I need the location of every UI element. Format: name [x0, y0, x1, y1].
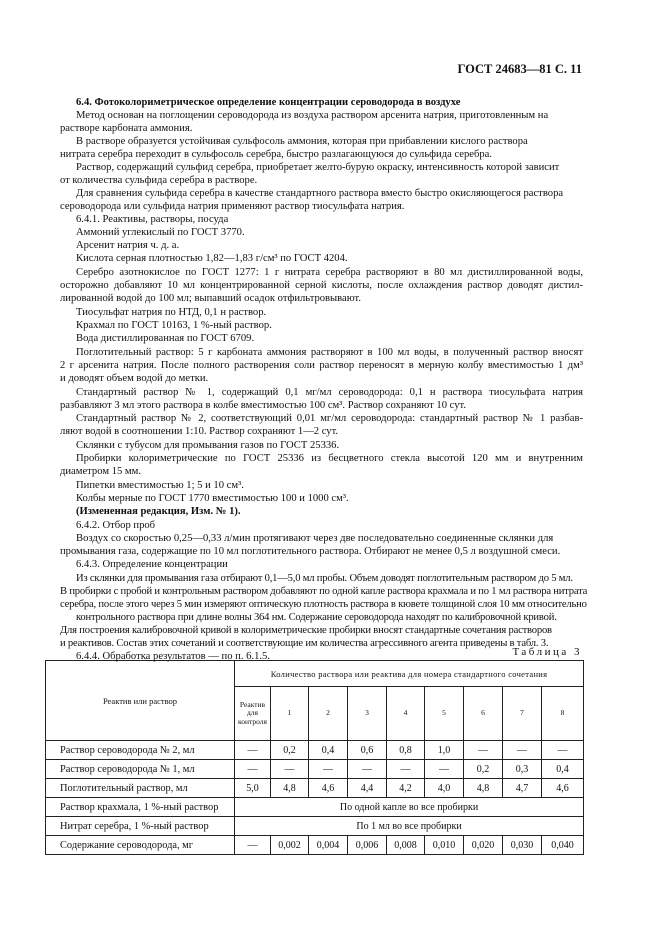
value-cell: —	[425, 760, 464, 779]
head-number: 5	[425, 687, 464, 741]
text-line: серебра, после этого через 5 мин измеряют оптическую плотность раствора в кювете толщиной слоя 10 мм относительно	[60, 599, 587, 610]
value-cell: 0,020	[464, 836, 503, 855]
text-line: Для сравнения сульфида серебра в качестве стандартного раствора вместо быстро окисляющегося раствора	[76, 188, 564, 199]
row-label: Раствор сероводорода № 1, мл	[46, 760, 235, 779]
text-line: Тиосульфат натрия по НТД, 0,1 н раствор.	[76, 307, 267, 318]
head-number: 2	[309, 687, 348, 741]
text-line: 6.4. Фотоколориметрическое определение концентрации сероводорода в воздухе	[76, 97, 461, 108]
value-cell: 0,2	[271, 741, 309, 760]
value-cell: 4,6	[542, 779, 584, 798]
table-caption: Таблица 3	[512, 646, 582, 658]
table-row	[46, 760, 584, 779]
value-cell: 0,008	[387, 836, 425, 855]
text-line: лированной водой до 100 мл; выпавший осадок отфильтровывают.	[60, 293, 361, 304]
head-number: 8	[542, 687, 584, 741]
text-line: 6.4.3. Определение концентрации	[76, 559, 228, 570]
value-cell: 0,002	[271, 836, 309, 855]
text-line: Кислота серная плотностью 1,82—1,83 г/см³ по ГОСТ 4204.	[76, 253, 348, 264]
value-cell: 4,2	[387, 779, 425, 798]
text-line: контрольного раствора при длине волны 364 нм. Содержание сероводорода находят по калибровочной кривой.	[76, 612, 557, 623]
text-line: Стандартный раствор № 1, содержащий 0,1 мг/мл сероводорода: 0,1 н раствора тиосульфата натрия	[76, 387, 583, 398]
text-line: Для построения калибровочной кривой в колориметрические пробирки вносят стандартные сочетания растворов	[60, 625, 552, 636]
row-label: Раствор крахмала, 1 %-ный раствор	[46, 798, 235, 817]
text-line: промывания газа, содержащие по 10 мл поглотительного раствора. Отбирают не менее 0,5 л воздушной смеси.	[60, 546, 561, 557]
text-line: нитрата серебра переходит в сульфосоль серебра, быстро разлагающуюся до сульфида серебра.	[60, 149, 493, 160]
text-line: Серебро азотнокислое по ГОСТ 1277: 1 г нитрата серебра растворяют в 80 мл дистиллированной воды,	[76, 267, 583, 278]
text-line: Метод основан на поглощении сероводорода из воздуха раствором арсенита натрия, приготовленным на	[76, 110, 549, 121]
text-line: сероводорода или сульфида натрия применяют раствор тиосульфата натрия.	[60, 201, 405, 212]
value-cell: 1,0	[425, 741, 464, 760]
text-line: от количества сульфида серебра в растворе.	[60, 175, 258, 186]
table-row	[46, 779, 584, 798]
table-row	[46, 741, 584, 760]
text-line: В растворе образуется устойчивая сульфосоль аммония, которая при прибавлении кислого раствора	[76, 136, 528, 147]
value-cell: 4,4	[348, 779, 387, 798]
value-cell: 0,010	[425, 836, 464, 855]
value-cell: —	[309, 760, 348, 779]
value-cell: 4,8	[271, 779, 309, 798]
text-line: Пробирки колориметрические по ГОСТ 25336 из бесцветного стекла высотой 120 мм и внутренним	[76, 453, 583, 464]
value-cell: —	[348, 760, 387, 779]
value-cell: 0,3	[503, 760, 542, 779]
text-line: 6.4.1. Реактивы, растворы, посуда	[76, 214, 229, 225]
text-line: Вода дистиллированная по ГОСТ 6709.	[76, 333, 255, 344]
value-cell: 0,2	[464, 760, 503, 779]
text-line: Стандартный раствор № 2, соответствующий 0,01 мг/мл сероводорода: стандартный раствор № 1 разбав-	[76, 413, 583, 424]
text-line: Колбы мерные по ГОСТ 1770 вместимостью 100 и 1000 см³.	[76, 493, 349, 504]
text-line: Крахмал по ГОСТ 10163, 1 %-ный раствор.	[76, 320, 272, 331]
text-line: Воздух со скоростью 0,25—0,33 л/мин протягивают через две последовательно соединенные склянки для	[76, 533, 554, 544]
value-cell: 4,0	[425, 779, 464, 798]
table-row	[46, 817, 584, 836]
head-quantity: Количество раствора или реактива для номера стандартного сочетания	[235, 661, 584, 687]
value-cell: 4,6	[309, 779, 348, 798]
table-row	[46, 798, 584, 817]
text-line: Поглотительный раствор: 5 г карбоната аммония растворяют в 100 мл воды, в полученный раствор вносят	[76, 347, 583, 358]
text-line: 6.4.4. Обработка результатов — по п. 6.1.5.	[76, 651, 270, 662]
text-line: 2 г арсенита натрия. После полного растворения соли раствор переносят в мерную колбу вместимостью 1 дм³	[60, 360, 583, 371]
head-control: Реактив для контроля	[235, 687, 271, 741]
value-cell: 0,8	[387, 741, 425, 760]
head-number: 6	[464, 687, 503, 741]
value-cell: 0,030	[503, 836, 542, 855]
row-label: Содержание сероводорода, мг	[46, 836, 235, 855]
head-number: 1	[271, 687, 309, 741]
control-cell: —	[235, 741, 271, 760]
row-span-note: По 1 мл во все пробирки	[235, 817, 584, 836]
text-line: Из склянки для промывания газа отбирают 0,1—5,0 мл пробы. Объем доводят поглотительным раствором до 5 мл.	[76, 573, 573, 584]
row-label: Нитрат серебра, 1 %-ный раствор	[46, 817, 235, 836]
row-span-note: По одной капле во все пробирки	[235, 798, 584, 817]
text-line: Пипетки вместимостью 1; 5 и 10 см³.	[76, 480, 244, 491]
text-line: Раствор, содержащий сульфид серебра, приобретает желто-бурую окраску, интенсивность которой зависит	[76, 162, 560, 173]
value-cell: 0,006	[348, 836, 387, 855]
head-number: 7	[503, 687, 542, 741]
row-label: Поглотительный раствор, мл	[46, 779, 235, 798]
value-cell: 0,4	[542, 760, 584, 779]
text-line: и доводят объем водой до метки.	[60, 373, 209, 384]
value-cell: 4,7	[503, 779, 542, 798]
text-line: диаметром 15 мм.	[60, 466, 141, 477]
value-cell: 0,040	[542, 836, 584, 855]
text-line: растворе карбоната аммония.	[60, 123, 193, 134]
value-cell: 0,004	[309, 836, 348, 855]
value-cell: —	[271, 760, 309, 779]
value-cell: —	[464, 741, 503, 760]
control-cell: 5,0	[235, 779, 271, 798]
text-line: осторожно добавляют 10 мл концентрированной серной кислоты, после охлаждения раствор доводят дистил-	[60, 280, 583, 291]
text-line: В пробирки с пробой и контрольным раствором добавляют по одной капле раствора крахмала и по 1 мл раствора нитрата	[60, 586, 588, 597]
control-cell: —	[235, 760, 271, 779]
table-row	[46, 836, 584, 855]
text-line: и реактивов. Состав этих сочетаний и соответствующие им количества агрессивного агента приведены в табл. 3.	[60, 638, 549, 649]
value-cell: 0,4	[309, 741, 348, 760]
head-reagent: Реактив или раствор	[46, 661, 235, 741]
value-cell: —	[503, 741, 542, 760]
control-cell: —	[235, 836, 271, 855]
value-cell: —	[387, 760, 425, 779]
table-3	[45, 660, 584, 855]
value-cell: —	[542, 741, 584, 760]
page-header: ГОСТ 24683—81 С. 11	[457, 62, 582, 76]
text-line: Аммоний углекислый по ГОСТ 3770.	[76, 227, 245, 238]
value-cell: 4,8	[464, 779, 503, 798]
text-line: ляют водой в соотношении 1:10. Раствор сохраняют 1—2 сут.	[60, 426, 339, 437]
text-line: Арсенит натрия ч. д. а.	[76, 240, 180, 251]
value-cell: 0,6	[348, 741, 387, 760]
text-line: (Измененная редакция, Изм. № 1).	[76, 506, 241, 517]
row-label: Раствор сероводорода № 2, мл	[46, 741, 235, 760]
text-line: 6.4.2. Отбор проб	[76, 520, 156, 531]
text-line: разбавляют 3 мл этого раствора в колбе вместимостью 100 см³. Раствор сохраняют 10 сут.	[60, 400, 467, 411]
head-number: 3	[348, 687, 387, 741]
head-number: 4	[387, 687, 425, 741]
text-line: Склянки с тубусом для промывания газов по ГОСТ 25336.	[76, 440, 340, 451]
